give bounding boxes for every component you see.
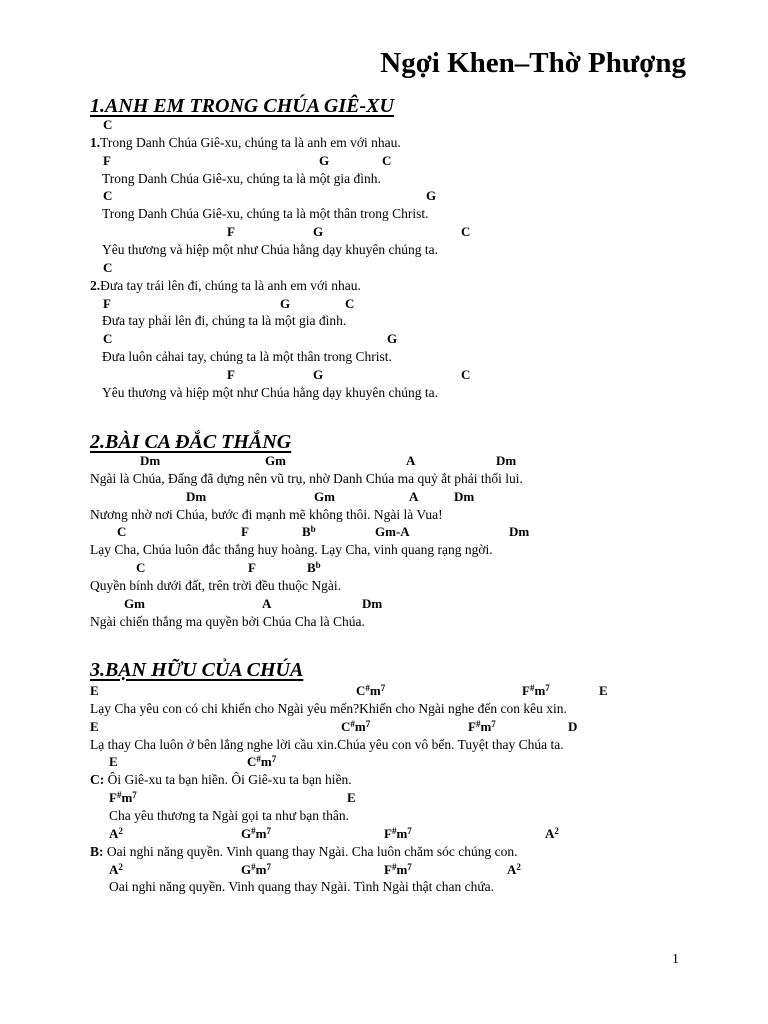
verse-marker: C:	[90, 772, 108, 788]
chord: $G^{\#}m^7$	[241, 825, 271, 841]
chord: F	[241, 524, 249, 540]
chord: $A^2$	[507, 861, 521, 877]
chord: D	[568, 718, 578, 734]
chord-row	[0, 719, 768, 737]
chord-row	[0, 489, 768, 507]
chord-row	[0, 153, 768, 171]
chord: Gm-A	[375, 524, 410, 540]
song-heading: 1.ANH EM TRONG CHÚA GIÊ-XU	[90, 95, 394, 117]
lyric-line	[90, 278, 361, 294]
chord: F	[248, 560, 256, 576]
chord: E	[347, 790, 356, 806]
lyric-text: Ngài là Chúa, Đấng đã dựng nên vũ trụ, nhờ Danh Chúa ma quỷ ắt phải thối lui.	[90, 470, 523, 486]
chord: Dm	[186, 488, 207, 504]
lyric-text: Đưa tay trái lên đi, chúng ta là anh em với nhau.	[100, 277, 361, 293]
lyric-text: Đưa tay phải lên đi, chúng ta là một gia đình.	[102, 313, 347, 329]
chord: $F^{\#}m^7$	[468, 718, 496, 734]
chord: $F^{\#}m^7$	[109, 790, 137, 806]
lyric-text: Lạy Cha yêu con có chi khiến cho Ngài yêu mến?Khiến cho Ngài nghe đến con kêu xin.	[90, 700, 567, 716]
lyric-text: Trong Danh Chúa Giê-xu, chúng ta là anh em với nhau.	[100, 134, 401, 150]
chord: $C^{\#}m^7$	[356, 683, 386, 698]
chord: $B^b$	[302, 524, 316, 540]
chord: G	[313, 366, 324, 382]
chord: F	[103, 295, 111, 311]
chord: A	[409, 488, 419, 504]
chord: Dm	[454, 488, 475, 504]
chord: $B^b$	[307, 560, 321, 576]
chord-row	[0, 296, 768, 314]
chord-row	[0, 367, 768, 385]
chord: C	[382, 152, 392, 168]
chord-row	[0, 862, 768, 880]
lyric-line	[90, 135, 401, 151]
chord: G	[426, 188, 437, 204]
lyric-text: Quyền bính dưới đất, trên trời đều thuộc Ngài.	[90, 577, 342, 593]
lyric-line	[90, 471, 523, 487]
chord-row	[0, 224, 768, 242]
chord: C	[103, 259, 113, 275]
chord: C	[136, 560, 146, 576]
chord: Dm	[509, 524, 530, 540]
lyric-text: Ngài chiến thắng ma quyền bởi Chúa Cha là Chúa.	[90, 613, 365, 629]
lyric-text: Đưa luôn cảhai tay, chúng ta là một thân trong Christ.	[102, 349, 392, 365]
chord-row	[0, 331, 768, 349]
chord: Dm	[362, 595, 383, 611]
chord: $C^{\#}m^7$	[247, 754, 277, 770]
chord: E	[599, 683, 608, 698]
chord: A	[406, 453, 416, 468]
lyric-line	[109, 808, 349, 824]
chord: G	[313, 224, 324, 240]
lyric-text: Lạ thay Cha luôn ở bên lắng nghe lời cầu xin.Chúa yêu con vô bến. Tuyệt thay Chúa ta.	[90, 736, 564, 752]
chord: C	[345, 295, 355, 311]
chord: $F^{\#}m^7$	[522, 683, 550, 698]
lyric-line	[90, 701, 567, 717]
lyric-line	[90, 772, 352, 788]
chord-row	[0, 524, 768, 542]
lyric-text: Lạy Cha, Chúa luôn đắc thắng huy hoàng. Lạy Cha, vinh quang rạng ngời.	[90, 542, 493, 558]
lyric-line	[102, 385, 438, 401]
chord: $A^2$	[109, 861, 123, 877]
page-title: Ngợi Khen–Thờ Phượng	[380, 47, 686, 79]
chord: Dm	[140, 453, 161, 468]
lyric-line	[102, 313, 346, 329]
chord-row	[0, 826, 768, 844]
verse-marker: 1.	[90, 134, 101, 150]
lyric-line	[102, 242, 438, 258]
lyric-line	[90, 578, 341, 594]
lyric-text: Nương nhờ nơi Chúa, bước đi mạnh mẽ không thôi. Ngài là Vua!	[90, 506, 443, 522]
lyric-line	[90, 542, 493, 558]
lyric-text: Oai nghi năng quyền. Vinh quang thay Ngài. Cha luôn chăm sóc chúng con.	[106, 843, 518, 859]
song-heading: 3.BẠN HỮU CỦA CHÚA	[90, 659, 304, 681]
verse-marker: 2.	[90, 277, 101, 293]
chord: F	[103, 152, 111, 168]
chord: $F^{\#}m^7$	[384, 825, 412, 841]
chord: C	[103, 117, 113, 132]
lyric-line	[90, 507, 443, 523]
chord: E	[90, 683, 99, 698]
chord: $G^{\#}m^7$	[241, 861, 271, 877]
lyric-line	[102, 171, 381, 187]
chord: E	[90, 718, 99, 734]
chord: C	[117, 524, 127, 540]
lyric-text: Cha yêu thương ta Ngài gọi ta như bạn thân.	[109, 807, 349, 823]
chord-row	[0, 596, 768, 614]
chord: G	[319, 152, 330, 168]
lyric-text: Yêu thương và hiệp một như Chúa hằng dạy khuyên chúng ta.	[102, 384, 438, 400]
lyric-line	[102, 349, 392, 365]
chord: C	[461, 224, 471, 240]
song-heading: 2.BÀI CA ĐẮC THẮNG	[90, 431, 292, 453]
chord: Gm	[314, 488, 335, 504]
chord: $F^{\#}m^7$	[384, 861, 412, 877]
chord: $C^{\#}m^7$	[341, 718, 371, 734]
chord: C	[103, 331, 113, 347]
lyric-text: Oai nghi năng quyền. Vinh quang thay Ngài. Tình Ngài thật chan chứa.	[109, 879, 495, 895]
chord-row	[0, 754, 768, 772]
chord: F	[227, 224, 235, 240]
chord: $A^2$	[545, 825, 559, 841]
chord: C	[103, 188, 113, 204]
page-number: 1	[672, 952, 679, 967]
verse-marker: B:	[90, 843, 107, 859]
chord-row	[0, 790, 768, 808]
lyric-line	[109, 879, 494, 895]
lyric-line	[90, 737, 564, 753]
chord: Gm	[124, 595, 145, 611]
chord-row	[0, 260, 768, 278]
lyric-line	[90, 844, 518, 860]
lyric-line	[102, 206, 428, 222]
chord: C	[461, 366, 471, 382]
lyric-line	[90, 614, 365, 630]
chord: $A^2$	[109, 825, 123, 841]
chord: Gm	[265, 453, 286, 468]
chord-row	[0, 188, 768, 206]
lyric-text: Yêu thương và hiệp một như Chúa hằng dạy khuyên chúng ta.	[102, 241, 438, 257]
chord: G	[387, 331, 398, 347]
chord: A	[262, 595, 272, 611]
lyric-text: Trong Danh Chúa Giê-xu, chúng ta là một thân trong Christ.	[102, 206, 429, 222]
lyric-text: Trong Danh Chúa Giê-xu, chúng ta là một gia đình.	[102, 170, 381, 186]
chord-row	[0, 560, 768, 578]
chord: G	[280, 295, 291, 311]
chord-row	[0, 453, 768, 471]
chord: E	[109, 754, 118, 770]
chord-row	[0, 117, 768, 135]
chord: Dm	[496, 453, 517, 468]
chord-row	[0, 683, 768, 701]
chord: F	[227, 366, 235, 382]
lyric-text: Ôi Giê-xu ta bạn hiền. Ôi Giê-xu ta bạn hiền.	[107, 772, 352, 788]
